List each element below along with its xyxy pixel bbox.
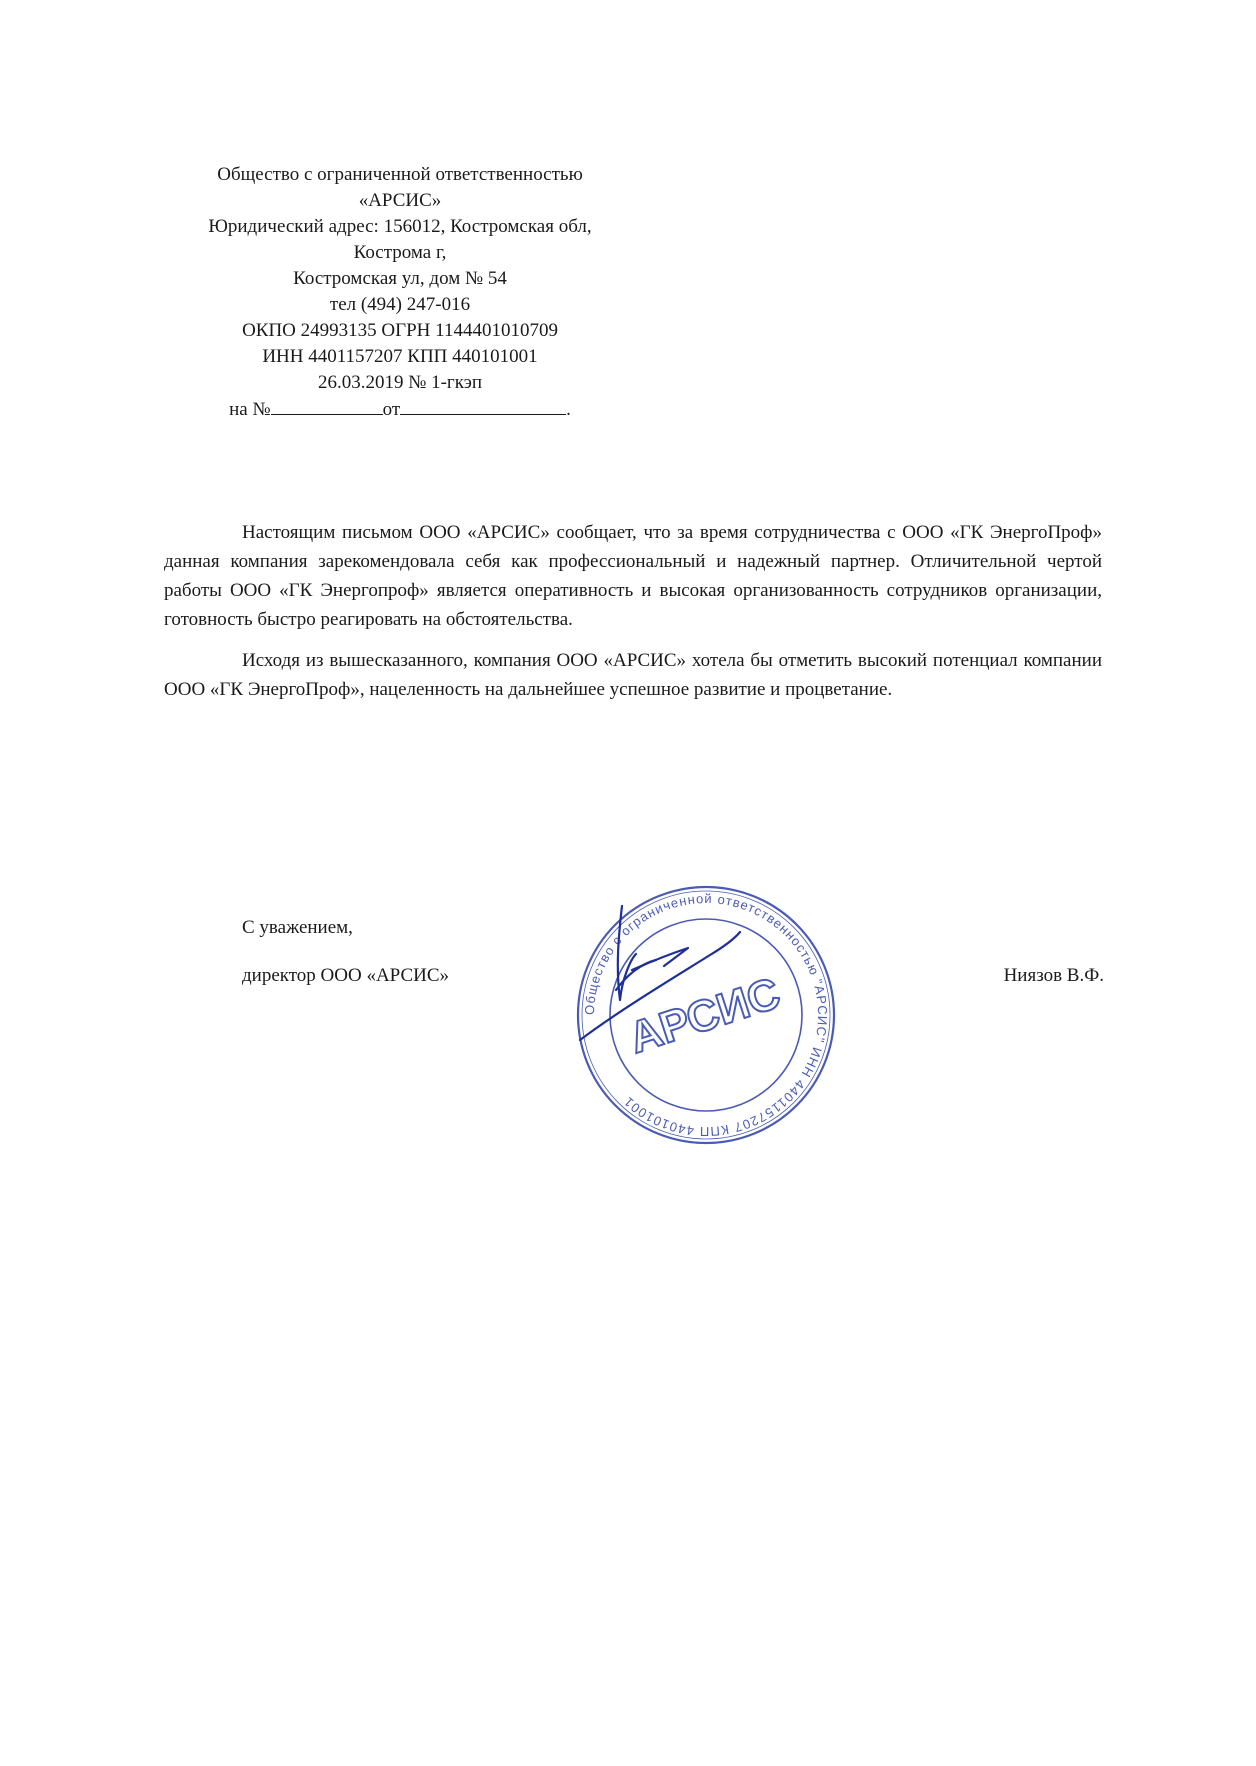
closing-regards: С уважением,	[242, 917, 353, 938]
letterhead-line-phone: тел (494) 247-016	[329, 294, 471, 315]
reference-end: .	[566, 399, 571, 420]
letter-body	[164, 518, 1102, 716]
signature-stroke-long	[580, 932, 740, 1040]
closing-block	[242, 914, 449, 989]
letterhead-line-org-name: «АРСИС»	[358, 190, 442, 211]
reference-date-blank	[400, 396, 566, 415]
letterhead	[180, 162, 620, 423]
body-paragraph-2: Исходя из вышесказанного, компания ООО «АРСИС» хотела бы отметить высокий потенциал компании ООО «ГК ЭнергоПроф», нацеленность на дальнейшее успешное развитие и процветание.	[164, 650, 1102, 700]
letterhead-line-city: Кострома г,	[353, 242, 447, 263]
stamp-center-text: АРСИС	[623, 968, 786, 1064]
reference-line	[180, 396, 620, 423]
signature-stroke-loop	[618, 906, 636, 1000]
reference-from-label: от	[382, 399, 401, 420]
reference-prefix: на №	[229, 399, 271, 420]
signer-position: директор ООО «АРСИС»	[242, 965, 450, 986]
letterhead-line-address: Юридический адрес: 156012, Костромская обл,	[208, 216, 592, 237]
letterhead-line-date-number: 26.03.2019 № 1-гкэп	[317, 372, 483, 393]
letterhead-line-street: Костромская ул, дом № 54	[293, 268, 507, 289]
letterhead-line-okpo-ogrn: ОКПО 24993135 ОГРН 1144401010709	[242, 320, 558, 341]
signer-name: Ниязов В.Ф.	[1003, 965, 1104, 986]
letterhead-line-inn-kpp: ИНН 4401157207 КПП 440101001	[262, 346, 538, 367]
reference-number-blank	[271, 396, 383, 415]
handwritten-signature	[560, 880, 780, 1060]
letterhead-line-org-type: Общество с ограниченной ответственностью	[217, 164, 583, 185]
body-paragraph-1: Настоящим письмом ООО «АРСИС» сообщает, что за время сотрудничества с ООО «ГК ЭнергоПроф» данная компания зарекомендовала себя как профессиональный и надежный партнер. Отличительной чертой работы ООО «ГК Энергопроф» является оперативность и высокая организованность сотрудников организации, готовность быстро реагировать на обстоятельства.	[164, 522, 1102, 630]
stamp-ring-text-path: Общество с ограниченной ответственностью "АРСИС" ИНН 4401157207 КПП 440101001	[581, 890, 831, 1140]
